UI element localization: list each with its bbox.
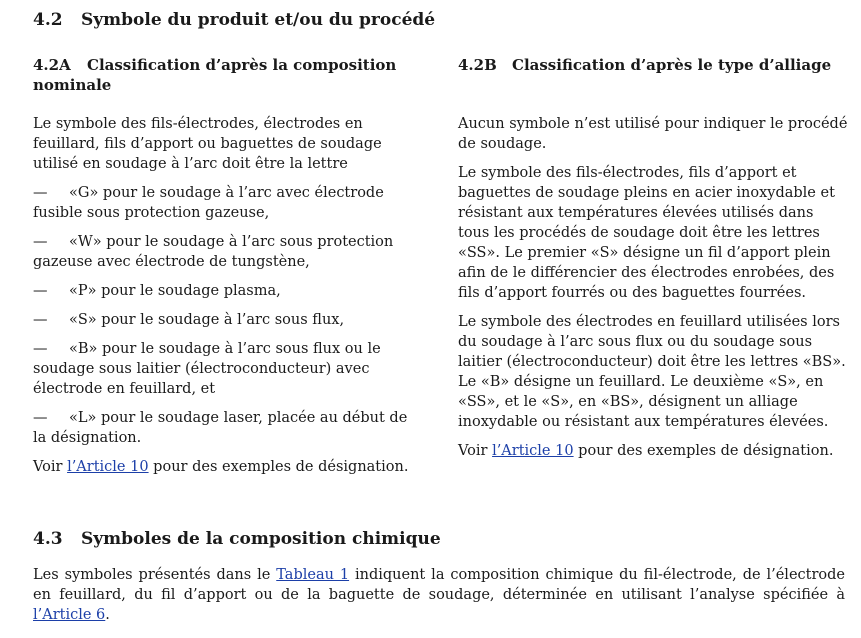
paragraph-no-symbol: Aucun symbole n’est utilisé pour indiquer le procédé de soudage. bbox=[458, 116, 848, 152]
subsection-number: 4.2A bbox=[33, 56, 71, 74]
list-item-text: «P» pour le soudage plasma, bbox=[69, 283, 281, 299]
section-number: 4.3 bbox=[33, 529, 63, 549]
intro-paragraph: Le symbole des fils-électrodes, électrodes en feuillard, fils d’apport ou baguettes de soudage utilisé en soudage à l’arc doit être la lettre bbox=[33, 116, 382, 172]
body-text: Les symboles présentés dans le bbox=[33, 567, 277, 583]
column-4-2a bbox=[33, 55, 425, 477]
article-10-link[interactable]: l’Article 10 bbox=[67, 459, 149, 475]
list-item bbox=[33, 281, 425, 301]
see-prefix: Voir bbox=[33, 459, 68, 475]
subsection-4-2a-heading bbox=[33, 55, 425, 95]
body-text: indiquent la composition chimique du fil-électrode, de l’électrode en feuillard, du fil d’apport ou de la baguette de soudage, déterminée en utilisant l’analyse spécifiée à bbox=[33, 567, 845, 603]
paragraph-ss-symbol: Le symbole des fils-électrodes, fils d’apport et baguettes de soudage pleins en acier inoxydable et résistant aux températures élevées utilisés dans tous les procédés de soudage doit être les lettres «SS». Le premier «S» désigne un fil d’apport plein afin de le différencier des électrodes enrobées, des fils d’apport fourrés ou des baguettes fourrées. bbox=[458, 165, 835, 301]
section-4-3-paragraph bbox=[33, 565, 845, 625]
article-6-link[interactable]: l’Article 6 bbox=[33, 607, 106, 623]
list-item-text: «L» pour le soudage laser, placée au début de la désignation. bbox=[33, 410, 408, 446]
paragraph-bs-symbol: Le symbole des électrodes en feuillard utilisées lors du soudage à l’arc sous flux ou du soudage sous laitier (électroconducteur) doit être les lettres «BS». Le «B» désigne un feuillard. Le deuxième «S», en «SS», et le «S», en «BS», désignent un alliage inoxydable ou résistant aux températures élevées. bbox=[458, 314, 846, 430]
dash-marker: — bbox=[33, 341, 48, 357]
subsection-title: Classification d’après le type d’alliage bbox=[512, 56, 832, 74]
list-item bbox=[33, 339, 425, 399]
section-4-2-heading bbox=[33, 9, 435, 31]
dash-marker: — bbox=[33, 185, 48, 201]
see-suffix: pour des exemples de désignation. bbox=[573, 443, 834, 459]
section-title: Symboles de la composition chimique bbox=[81, 529, 441, 549]
list-item bbox=[33, 310, 425, 330]
article-10-link[interactable]: l’Article 10 bbox=[492, 443, 574, 459]
list-item bbox=[33, 408, 425, 448]
see-suffix: pour des exemples de désignation. bbox=[148, 459, 409, 475]
column-4-2b bbox=[458, 55, 848, 461]
see-article-paragraph bbox=[458, 441, 848, 461]
dash-marker: — bbox=[33, 234, 48, 250]
see-article-paragraph bbox=[33, 457, 425, 477]
section-number: 4.2 bbox=[33, 10, 63, 30]
subsection-4-2b-heading bbox=[458, 55, 848, 75]
subsection-number: 4.2B bbox=[458, 56, 497, 74]
subsection-title: Classification d’après la composition nominale bbox=[33, 56, 397, 94]
tableau-1-link[interactable]: Tableau 1 bbox=[276, 567, 350, 583]
body-text: . bbox=[105, 607, 110, 623]
section-title: Symbole du produit et/ou du procédé bbox=[81, 10, 436, 30]
dash-marker: — bbox=[33, 283, 48, 299]
list-item-text: «B» pour le soudage à l’arc sous flux ou le soudage sous laitier (électroconducteur) avec électrode en feuillard, et bbox=[33, 341, 381, 397]
list-item-text: «S» pour le soudage à l’arc sous flux, bbox=[69, 312, 345, 328]
see-prefix: Voir bbox=[458, 443, 493, 459]
dash-marker: — bbox=[33, 410, 48, 426]
list-item bbox=[33, 183, 425, 223]
list-item-text: «G» pour le soudage à l’arc avec électrode fusible sous protection gazeuse, bbox=[33, 185, 384, 221]
list-item-text: «W» pour le soudage à l’arc sous protection gazeuse avec électrode de tungstène, bbox=[33, 234, 394, 270]
dash-marker: — bbox=[33, 312, 48, 328]
section-4-3-heading bbox=[33, 528, 441, 550]
list-item bbox=[33, 232, 425, 272]
